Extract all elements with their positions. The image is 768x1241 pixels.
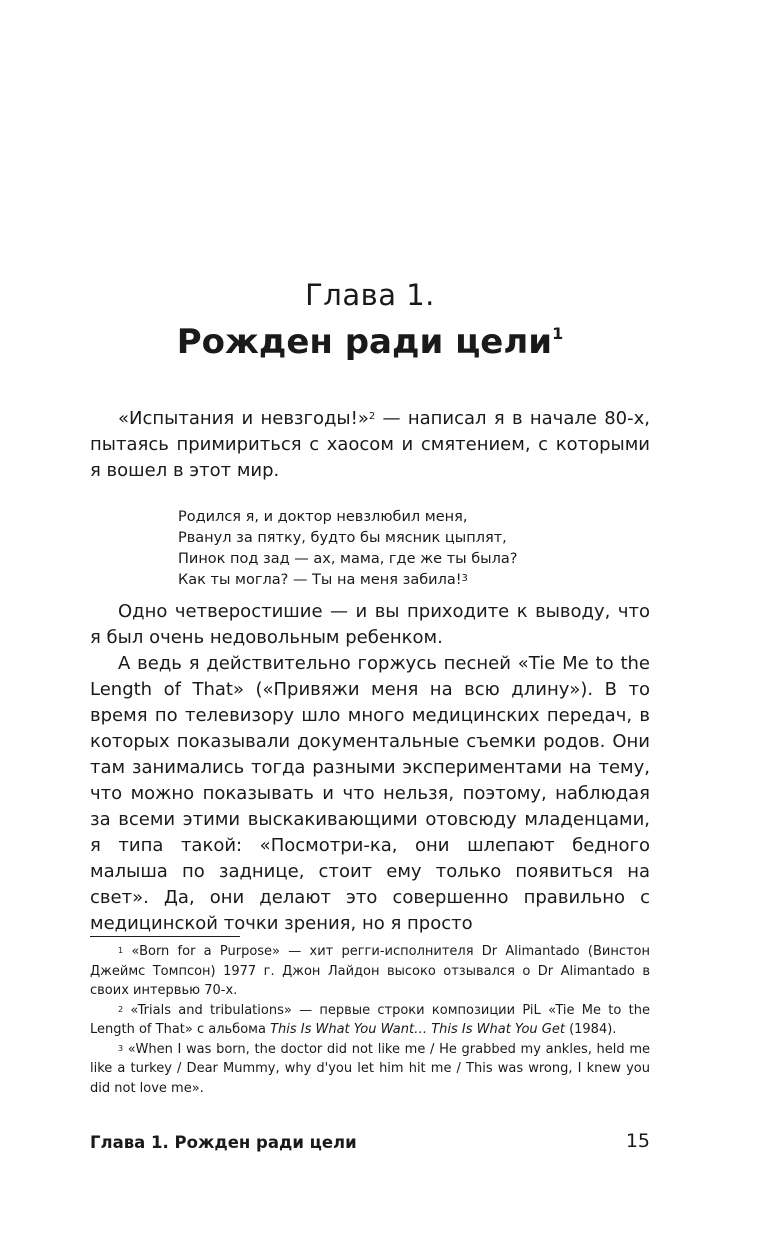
chapter-number: Глава 1. (305, 278, 435, 312)
footnote-number: 3 (118, 1043, 124, 1053)
poem-line: Рванул за пятку, будто бы мясник цыплят, (178, 530, 507, 546)
footnote-divider (90, 936, 240, 937)
footnote-number: 1 (118, 946, 124, 955)
footnotes (90, 942, 650, 1098)
footnote-text: «When I was born, the doctor did not like me / He grabbed my ankles, held me like a turkey / Dear Mummy, why d'you let him hit me / This was wrong, I knew you did not love me». (90, 1041, 650, 1096)
paragraph-2: Одно четверостишие — и вы приходите к выводу, что я был очень недовольным ребенком. (90, 601, 650, 648)
book-page (90, 0, 650, 1241)
chapter-title-footnote-ref[interactable]: 1 (552, 324, 564, 343)
footnote-3 (90, 1040, 650, 1099)
footnote-2 (90, 1001, 650, 1040)
poem-line (178, 570, 650, 591)
paragraph-1-text: — написал я в начале 80-х, пытаясь примириться с хаосом и смятением, с которыми я вошел в этот мир. (90, 408, 651, 481)
poem-line-text: Как ты могла? — Ты на меня забила! (178, 572, 462, 588)
paragraph-3: А ведь я действительно горжусь песней «Tie Me to the Length of That» («Привяжи меня на всю длину»). В то время по телевизору шло много медицинских передач, в которых показывали документальные съемки родов. Они там занимались тогда разными экспериментами на тему, что можно показывать и что нельзя, поэтому, наблюдая за всеми этими выскакивающими отовсюду младенцами, я типа такой: «Посмотри-ка, они шлепают бедного малыша по заднице, стоит ему только появиться на свет». Да, они делают это совершенно правильно с медицинской точки зрения, но я просто (90, 653, 650, 934)
footnote-text: «Born for a Purpose» — хит регги-исполнителя Dr Alimantado (Винстон Джеймс Томпсон) 1977 г. Джон Лайдон высоко отзывался о Dr Alimantado в своих интервью 70-х. (90, 944, 650, 998)
footnote-1 (90, 942, 650, 1001)
running-footer-title: Глава 1. Рожден ради цели (90, 1133, 357, 1152)
main-text (90, 406, 650, 937)
footnote-text: «Trials and tribulations» — первые строки композиции PiL «Tie Me to the Length of That» с альбома (90, 1002, 650, 1037)
footnote-ref-3[interactable]: 3 (461, 573, 468, 584)
footnote-ref-2[interactable]: 2 (368, 411, 376, 422)
footnote-number: 2 (118, 1004, 124, 1014)
poem (178, 507, 650, 591)
paragraph-1 (90, 406, 650, 484)
page-number: 15 (625, 1130, 650, 1152)
album-title: This Is What You Want… This Is What You Get (270, 1022, 565, 1037)
poem-line: Родился я, и доктор невзлюбил меня, (178, 509, 468, 525)
chapter-title (90, 322, 650, 362)
footnote-text-end: (1984). (564, 1022, 617, 1037)
poem-line: Пинок под зад — ах, мама, где же ты была? (178, 551, 518, 567)
quote: «Испытания и невзгоды!» (118, 408, 369, 429)
chapter-title-text: Рожден ради цели (176, 322, 553, 362)
